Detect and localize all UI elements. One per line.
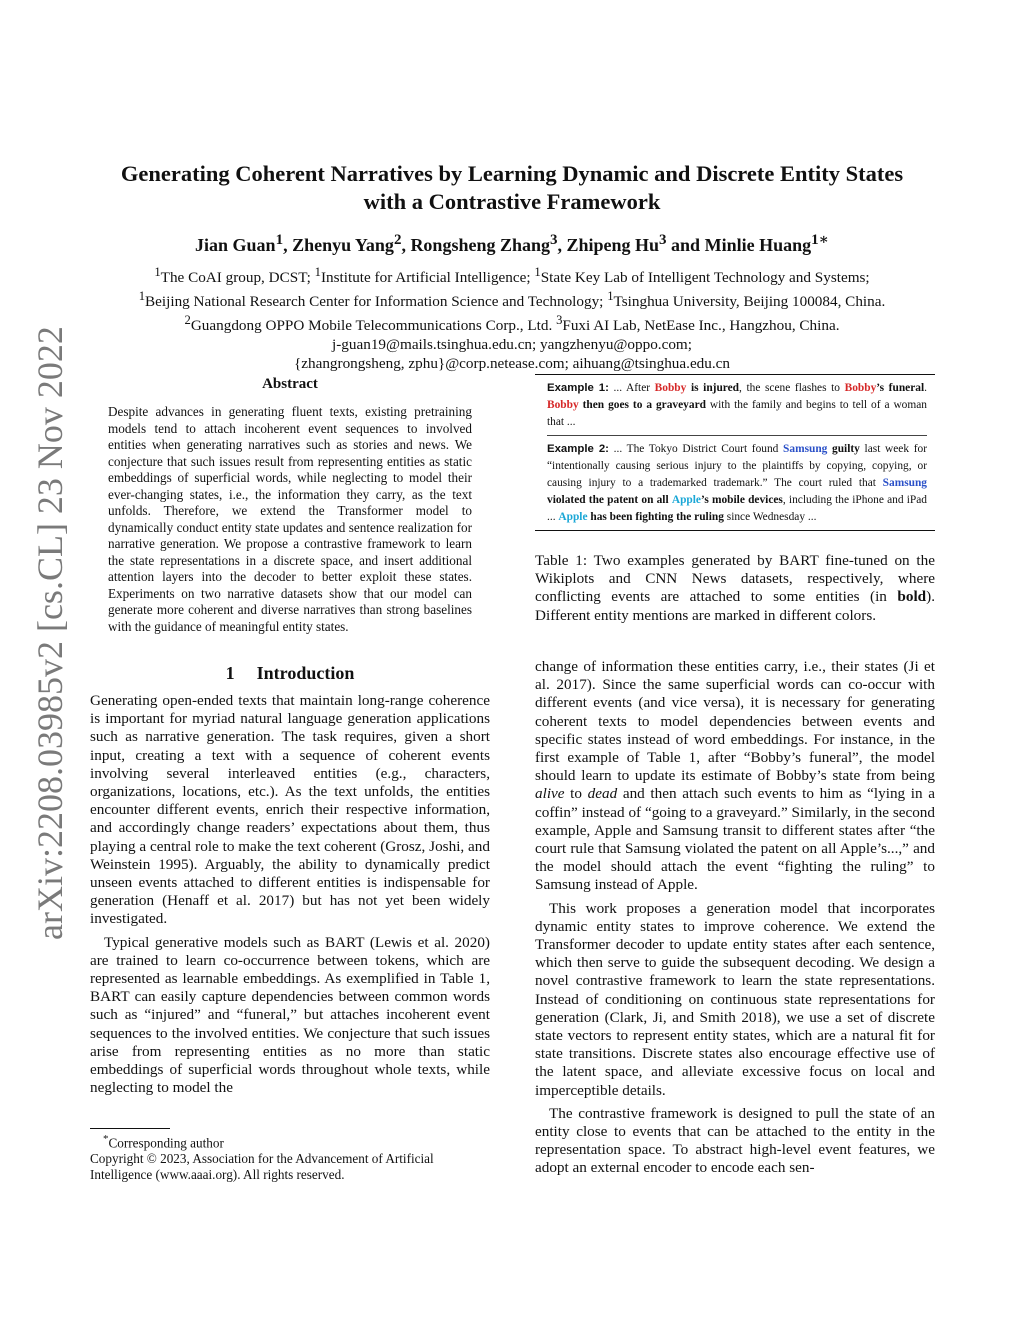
copyright-notice: Copyright © 2023, Association for the Advancement of Artificial Intelligence (www.aaai.org). All rights reserved. xyxy=(90,1151,434,1183)
affiliation-line: $^1$The CoAI group, DCST; $^1$Institute for Artificial Intelligence; $^1$State Key Lab of Intelligent Technology and Systems; xyxy=(154,265,870,287)
author-sup: 3 xyxy=(659,232,667,248)
section-heading xyxy=(90,663,490,684)
section-title: Introduction xyxy=(256,663,355,683)
example-label: Example 2: xyxy=(547,443,609,455)
author-name: Zhipeng Hu xyxy=(566,235,660,255)
entity-apple: Apple xyxy=(558,511,588,523)
entity-bobby: Bobby xyxy=(844,382,877,394)
event-bold: is injured xyxy=(690,382,740,394)
author-name: Minlie Huang xyxy=(704,235,812,255)
event-bold: has been fighting the ruling xyxy=(590,511,724,523)
example-label: Example 1: xyxy=(547,382,609,394)
event-bold: ’s funeral xyxy=(876,382,925,394)
event-bold: then goes to a graveyard xyxy=(582,399,706,411)
paragraph: Typical generative models such as BART (Lewis et al. 2020) are trained to learn co-occurrence between tokens, which are represented as learnable embeddings. As exemplified in Table 1, BART can easily capture dependencies between common words such as “injured” and “funeral,” but attaches incoherent event sequences to the involved entities. We conjecture that such issues arise from representing entities as no more than static embeddings of superficial words throughout whole texts, while neglecting to model the xyxy=(90,933,490,1097)
event-bold: violated the patent on all xyxy=(547,494,669,506)
entity-samsung: Samsung xyxy=(882,477,927,489)
paragraph: Generating open-ended texts that maintain long-range coherence is important for myriad natural language generation applications such as narrative generation. The task requires, given a short input, creating a text with a sequence of coherent events involving several interleaved entities (e.g., characters, organizations, locations, etc.). As the text unfolds, the entities encounter different events, enrich their respective information, and accordingly change readers’ expectations about them, thus playing a central role to make the text coherent (Grosz, Joshi, and Weinstein 1995). Arguably, the ability to dynamically predict unseen events attached to different entities is indispensable for generation (Henaff et al. 2017) but has not yet been widely investigated. xyxy=(90,692,490,928)
abstract-text: Despite advances in generating fluent texts, existing pretraining models tend to attach incoherent event sequences to involved entities when generating narratives such as stories and news. We conjecture that such issues result from representing entities as static embeddings of superficial words, while neglecting to model their ever-changing states, i.e., the information they carry, as the text unfolds. Therefore, we extend the Transformer model to dynamically conduct entity state updates and sentence realization for narrative generation. We propose a contrastive framework to learn the state representations in a discrete space, and insert additional attention layers into the decoder to better exploit these states. Experiments on two narrative datasets show that our model can generate more coherent and diverse narratives than strong baselines with the guidance of meaningful entity states. xyxy=(108,404,472,634)
author-sup: 1 xyxy=(275,232,284,248)
table-1 xyxy=(535,374,935,625)
author-sup: 3 xyxy=(550,232,558,248)
footnote-rule xyxy=(90,1128,170,1129)
paper-title xyxy=(90,160,934,216)
affiliation-line: $^1$Beijing National Research Center for Information Science and Technology; $^1$Tsinghua University, Beijing 100084, China. xyxy=(138,289,886,311)
right-column-body xyxy=(535,658,935,1178)
example-1: Example 1: ... After Bobby is injured, the scene flashes to Bobby’s funeral. Bobby then goes to a graveyard with the family and begins to tell of a woman that ... xyxy=(547,382,927,428)
email-line: {zhangrongsheng, zphu}@corp.netease.com; aihuang@tsinghua.edu.cn xyxy=(293,355,731,373)
title-line-2: with a Contrastive Framework xyxy=(363,189,661,214)
left-column xyxy=(90,376,490,1097)
entity-samsung: Samsung xyxy=(783,443,828,455)
table-caption: Table 1: Two examples generated by BART fine-tuned on the Wikiplots and CNN News datasets, respectively, where conflicting events are attached to some entities (in bold). Different entity mentions are marked in different colors. xyxy=(535,552,935,624)
paragraph: change of information these entities carry, i.e., their states (Ji et al. 2017). Since the same superficial words can co-occur with different events (and vice versa), it is necessary for generating coherent texts to model dependencies between events and specific states instead of word embeddings. For instance, in the first example of Table 1, after “Bobby’s funeral”, the model should learn to update its estimate of Bobby’s state from being alive to dead and then attach such events to him as “lying in a coffin” instead of “going to a graveyard.” Similarly, in the second example, Apple and Samsung transit to different states after “the court rule that Samsung violated the patent on all Apple’s...,” and the model should attach the event “fighting the ruling” to Samsung instead of Apple. xyxy=(535,658,935,894)
affiliation-line: $^2$Guangdong OPPO Mobile Telecommunications Corp., Ltd. $^3$Fuxi AI Lab, NetEase Inc., Hangzhou, China. xyxy=(184,313,840,335)
title-line-1: Generating Coherent Narratives by Learning Dynamic and Discrete Entity States xyxy=(120,161,904,186)
entity-bobby: Bobby xyxy=(547,399,579,411)
entity-apple: Apple xyxy=(671,494,701,506)
author-name: Jian Guan xyxy=(195,235,276,255)
paragraph: This work proposes a generation model that incorporates dynamic entity states to improve coherence. We extend the Transformer decoder to update entity states after each sentence, which then serve to guide the subsequent decoding. We design a novel contrastive framework to learn the state representations. Instead of conditioning on continuous state representations for generation (Clark, Ji, and Smith 2018), we use a set of discrete state vectors to represent entity states, which are a natural fit for state transitions. Discrete states also encourage effective use of the latent space, and alleviate excessive focus on local and imperceptible details. xyxy=(535,899,935,1099)
abstract-title: Abstract xyxy=(262,376,318,392)
email-line: j-guan19@mails.tsinghua.edu.cn; yangzhenyu@oppo.com; xyxy=(332,336,692,354)
author-sup: 2 xyxy=(393,232,402,248)
footnotes xyxy=(90,1128,490,1183)
example-box xyxy=(535,374,935,531)
event-bold: ’s mobile devices xyxy=(700,494,783,506)
paper-header xyxy=(90,160,934,373)
entity-bobby: Bobby xyxy=(654,382,687,394)
section-number: 1 xyxy=(225,663,235,683)
event-bold: guilty xyxy=(832,443,860,455)
author-list: Jian Guan$^1$, Zhenyu Yang$^2$, Rongsheng Zhang$^3$, Zhipeng Hu$^3$ and Minlie Huang$^{1∗}$ xyxy=(195,232,829,255)
corresponding-footnote: *Corresponding author xyxy=(103,1133,224,1151)
example-2: Example 2: ... The Tokyo District Court found Samsung guilty last week for “intentionally causing serious injury to the plaintiffs by copying, copying, or causing injury to a trademarked trademark.” The court ruled that Samsung violated the patent on all Apple’s mobile devices, including the iPhone and iPad ... Apple has been fighting the ruling since Wednesday ... xyxy=(547,435,927,530)
arxiv-side-label: arXiv:2208.03985v2 [cs.CL] 23 Nov 2022 xyxy=(30,326,70,940)
paragraph: The contrastive framework is designed to pull the state of an entity close to events that can be attached to the entity in the representation space. To abstract high-level event features, we adopt an external encoder to encode each sen- xyxy=(535,1104,935,1177)
author-name: Zhenyu Yang xyxy=(292,235,394,255)
author-sup: 1∗ xyxy=(811,232,829,248)
author-name: Rongsheng Zhang xyxy=(410,235,550,255)
